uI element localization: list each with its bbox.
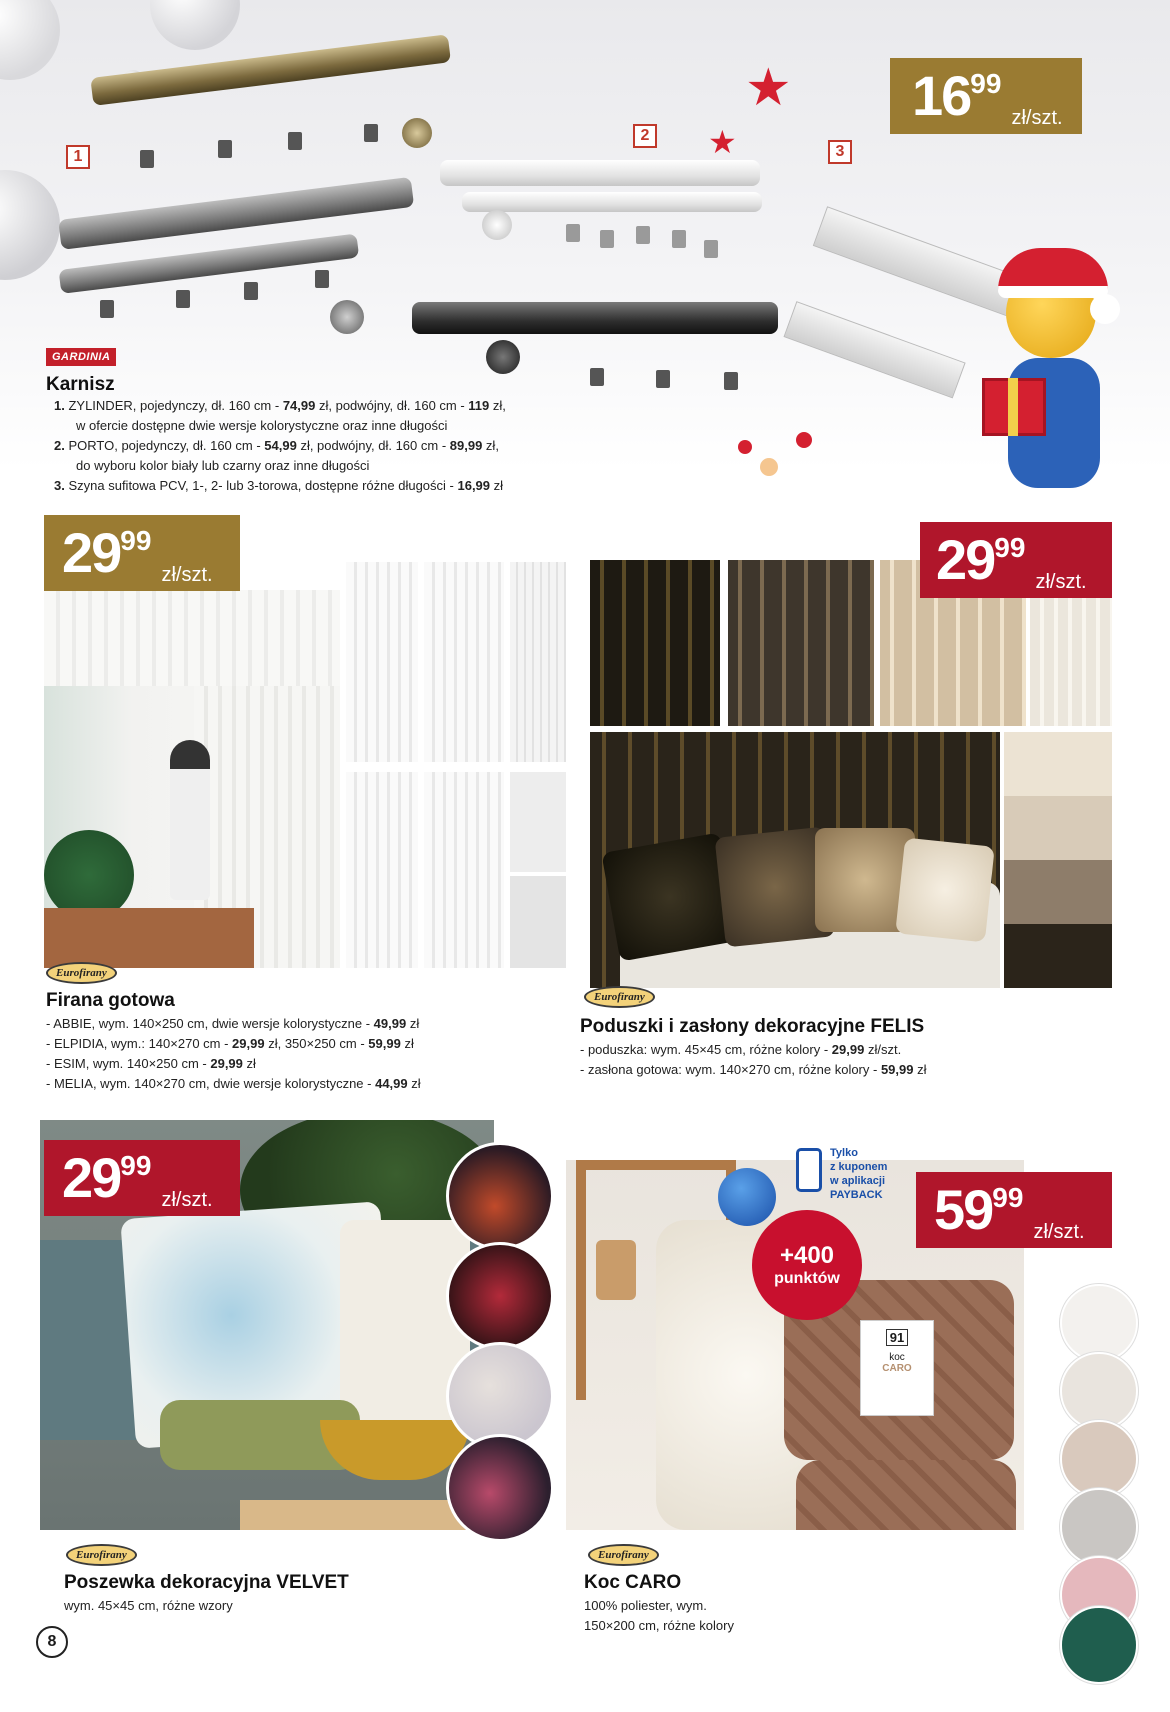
caro-desc-line: 100% poliester, wym. — [584, 1598, 707, 1613]
felis-line-pillow: - poduszka: wym. 45×45 cm, różne kolory - 29,99 zł/szt. — [580, 1042, 902, 1057]
curtain-clip — [140, 150, 154, 168]
curtain-photo-top — [44, 590, 340, 686]
karnisz-description — [54, 396, 574, 496]
payback-points: +400 — [779, 1242, 835, 1269]
curtain-clip — [724, 372, 738, 390]
woman-figure — [170, 740, 210, 900]
payback-line: z kuponem — [830, 1161, 888, 1173]
caro-description — [584, 1596, 734, 1636]
mascot-character — [978, 228, 1128, 498]
phone-icon — [796, 1148, 822, 1192]
felis-curtain-brown — [728, 560, 874, 726]
price-decimal: 99 — [994, 532, 1026, 563]
product-number-2: 2 — [633, 124, 657, 148]
karnisz-item-2: 2. PORTO, pojedynczy, dł. 160 cm - 54,99 zł, podwójny, dł. 160 cm - 89,99 zł, — [54, 438, 499, 453]
price-decimal: 99 — [970, 68, 1002, 99]
rod-bracket — [402, 118, 432, 148]
price-badge-caro — [916, 1172, 1112, 1248]
dot-decoration — [738, 440, 752, 454]
velvet-title: Poszewka dekoracyjna VELVET — [64, 1572, 349, 1593]
curtain-clip — [288, 132, 302, 150]
label-number: 91 — [886, 1329, 908, 1346]
firana-title: Firana gotowa — [46, 990, 175, 1011]
product-number-3: 3 — [828, 140, 852, 164]
payback-points-label: punktów — [774, 1270, 840, 1287]
curtain-clip — [218, 140, 232, 158]
karnisz-item-1: 1. ZYLINDER, pojedynczy, dł. 160 cm - 74,99 zł, podwójny, dł. 160 cm - 119 zł, — [54, 398, 506, 413]
curtain-sample — [346, 562, 418, 762]
curtain-clip — [244, 282, 258, 300]
curtain-clip — [704, 240, 718, 258]
label-name: koc — [889, 1352, 905, 1363]
curtain-sample — [346, 772, 418, 968]
price-unit: zł/szt. — [1033, 1221, 1085, 1243]
curtain-clip — [600, 230, 614, 248]
felis-description — [580, 1040, 1120, 1080]
curtain-clip — [566, 224, 580, 242]
curtain-sample — [424, 562, 504, 762]
curtain-rod-black — [412, 302, 778, 334]
color-swatch-cream — [1060, 1352, 1138, 1430]
felis-pillow-stack — [1004, 732, 1112, 988]
curtain-sample — [510, 876, 566, 968]
curtain-rod-white — [462, 192, 762, 212]
price-badge-felis — [920, 522, 1112, 598]
payback-coupon-text — [830, 1146, 887, 1202]
color-swatch-grey — [1060, 1488, 1138, 1566]
payback-line: Tylko — [830, 1147, 858, 1159]
firana-line-abbie: - ABBIE, wym. 140×250 cm, dwie wersje kolorystyczne - 49,99 zł — [46, 1016, 420, 1031]
karnisz-item-2-note: do wyboru kolor biały lub czarny oraz inne długości — [76, 458, 370, 473]
karnisz-item-1-note: w ofercie dostępne dwie wersje kolorystyczne oraz inne długości — [76, 418, 448, 433]
felis-room-photo — [590, 732, 1000, 988]
firana-line-melia: - MELIA, wym. 140×270 cm, dwie wersje kolorystyczne - 44,99 zł — [46, 1076, 421, 1091]
santa-hat — [998, 248, 1108, 298]
curtain-clip — [364, 124, 378, 142]
price-badge-karnisz — [890, 58, 1082, 134]
karnisz-item-3: 3. Szyna sufitowa PCV, 1-, 2- lub 3-torowa, dostępne różne długości - 16,99 zł — [54, 478, 504, 493]
rod-bracket — [486, 340, 520, 374]
dot-decoration — [796, 432, 812, 448]
curtain-sample — [510, 562, 566, 762]
table — [44, 908, 254, 968]
santa-hat-pompom — [1090, 294, 1120, 324]
curtain-sample — [424, 772, 504, 968]
price-integer: 29 — [62, 521, 121, 584]
label-brand: CARO — [882, 1363, 912, 1374]
price-integer: 29 — [936, 528, 995, 591]
star-decoration: ★ — [708, 124, 737, 160]
diffuser — [596, 1240, 636, 1300]
curtain-clip — [315, 270, 329, 288]
felis-title: Poduszki i zasłony dekoracyjne FELIS — [580, 1016, 925, 1037]
payback-bubble — [752, 1210, 862, 1320]
pattern-swatch — [446, 1434, 554, 1542]
gift-ribbon — [1008, 378, 1018, 436]
felis-line-curtain: - zasłona gotowa: wym. 140×270 cm, różne kolory - 59,99 zł — [580, 1062, 927, 1077]
caro-title: Koc CARO — [584, 1572, 682, 1593]
product-number-1: 1 — [66, 145, 90, 169]
eurofirany-logo: Eurofirany — [588, 1544, 659, 1566]
velvet-description: wym. 45×45 cm, różne wzory — [64, 1598, 233, 1613]
price-decimal: 99 — [120, 1150, 152, 1181]
price-decimal: 99 — [992, 1182, 1024, 1213]
price-integer: 59 — [934, 1178, 993, 1241]
curtain-clip — [656, 370, 670, 388]
caro-desc-line: 150×200 cm, różne kolory — [584, 1618, 734, 1633]
price-unit: zł/szt. — [1011, 107, 1063, 129]
felis-curtain-black — [590, 560, 720, 726]
pattern-swatch — [446, 1242, 554, 1350]
curtain-sample — [510, 772, 566, 872]
dot-decoration — [760, 458, 778, 476]
price-integer: 29 — [62, 1146, 121, 1209]
curtain-clip — [672, 230, 686, 248]
payback-mascot-icon — [718, 1168, 776, 1226]
price-badge-firana — [44, 515, 240, 591]
payback-line: w aplikacji — [830, 1175, 886, 1187]
eurofirany-logo: Eurofirany — [66, 1544, 137, 1566]
color-swatch-white — [1060, 1284, 1138, 1362]
price-unit: zł/szt. — [1035, 571, 1087, 593]
curtain-rod-white — [440, 160, 760, 186]
price-decimal: 99 — [120, 525, 152, 556]
blanket-label — [860, 1320, 934, 1416]
price-badge-velvet — [44, 1140, 240, 1216]
curtain-clip — [100, 300, 114, 318]
price-unit: zł/szt. — [161, 1189, 213, 1211]
eurofirany-logo: Eurofirany — [584, 986, 655, 1008]
karnisz-title: Karnisz — [46, 374, 115, 395]
blanket-bottom — [796, 1460, 1016, 1530]
rod-bracket — [482, 210, 512, 240]
price-unit: zł/szt. — [161, 564, 213, 586]
color-swatch-green — [1060, 1606, 1138, 1684]
firana-description — [46, 1014, 566, 1094]
color-swatch-beige — [1060, 1420, 1138, 1498]
eurofirany-logo: Eurofirany — [46, 962, 117, 984]
page-number: 8 — [36, 1626, 68, 1658]
star-decoration: ★ — [745, 59, 792, 117]
curtain-clip — [636, 226, 650, 244]
price-integer: 16 — [912, 64, 971, 127]
gardinia-logo: GARDINIA — [46, 348, 116, 366]
curtain-clip — [590, 368, 604, 386]
pillow-cream — [895, 838, 995, 943]
curtain-clip — [176, 290, 190, 308]
rod-bracket — [330, 300, 364, 334]
firana-line-esim: - ESIM, wym. 140×250 cm - 29,99 zł — [46, 1056, 256, 1071]
firana-line-elpidia: - ELPIDIA, wym.: 140×270 cm - 29,99 zł, 350×250 cm - 59,99 zł — [46, 1036, 414, 1051]
pattern-swatch — [446, 1142, 554, 1250]
plant — [44, 830, 134, 920]
payback-line: PAYBACK — [830, 1189, 883, 1201]
